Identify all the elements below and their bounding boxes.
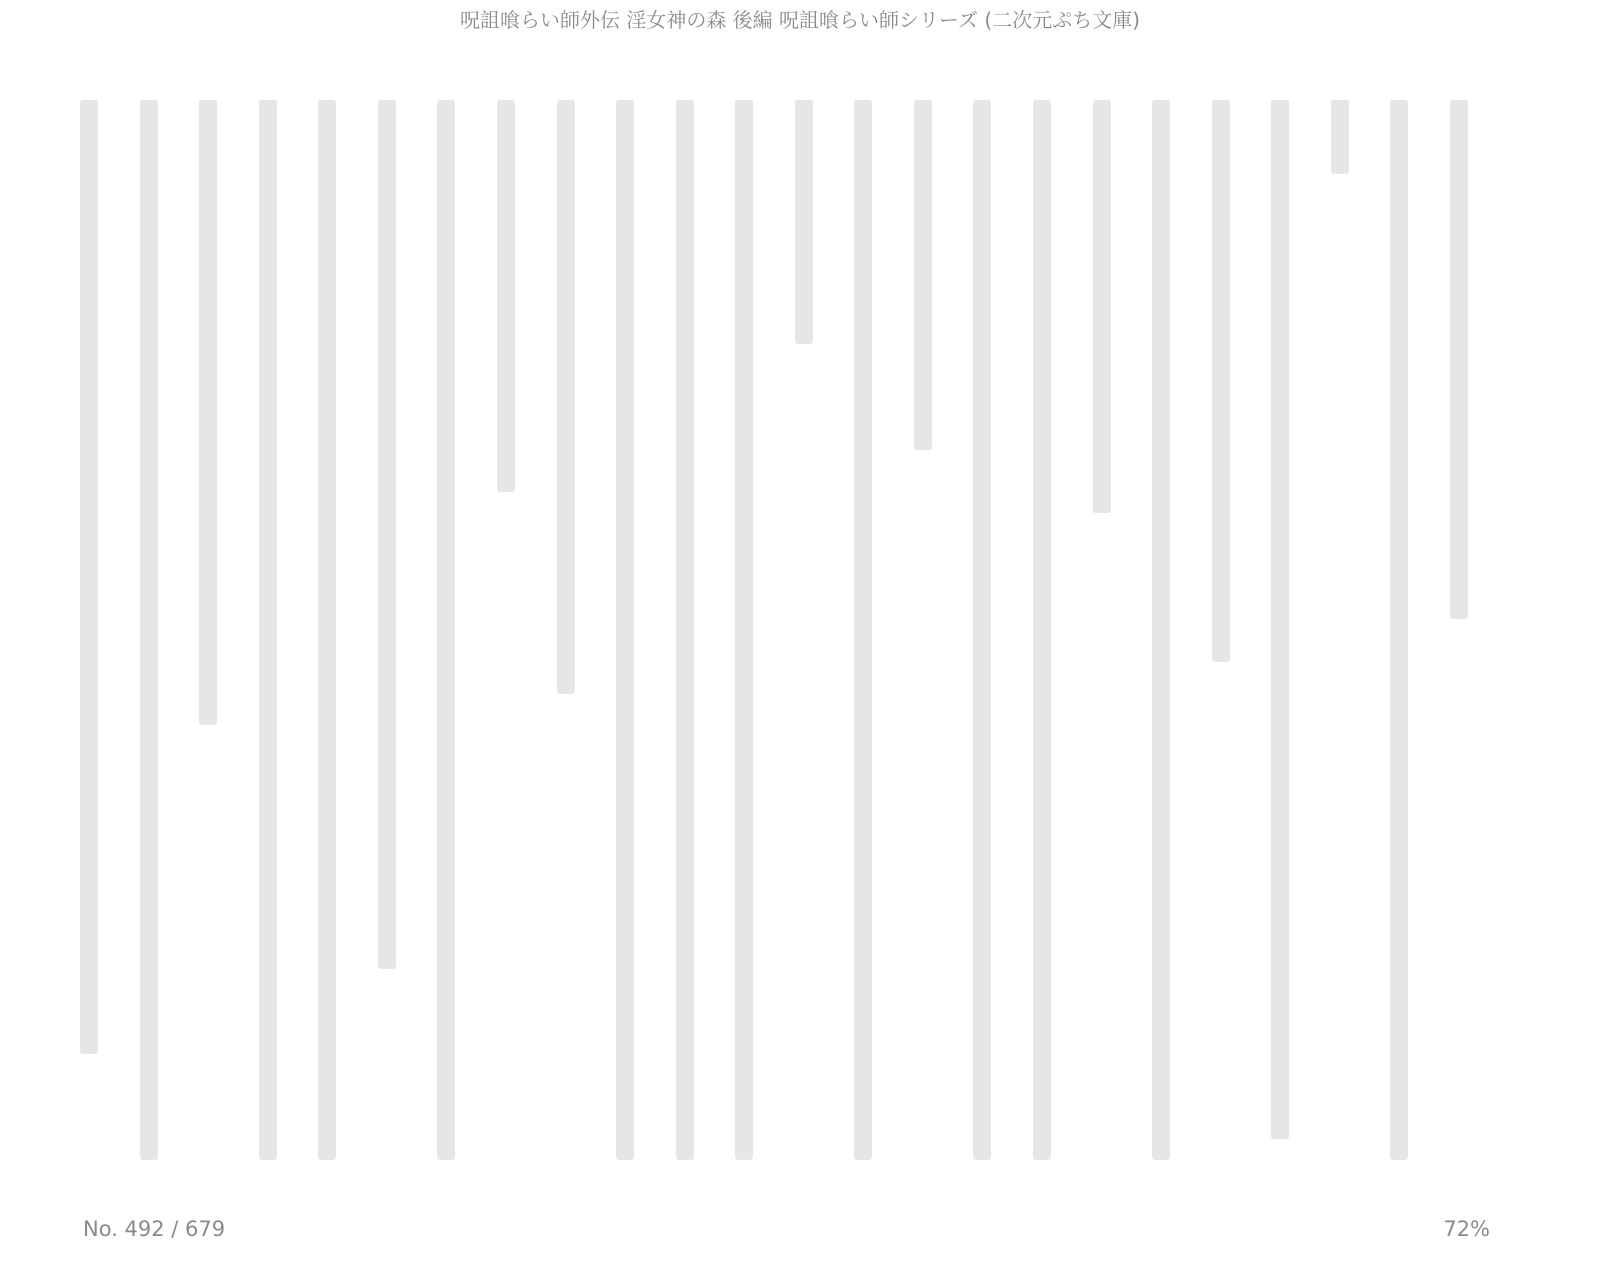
- text-column-placeholder: [616, 100, 634, 1160]
- text-column-placeholder: [1271, 100, 1289, 1139]
- text-column-placeholder: [676, 100, 694, 1160]
- text-column-placeholder: [80, 100, 98, 1054]
- text-column-placeholder: [973, 100, 991, 1160]
- text-column-placeholder: [437, 100, 455, 1160]
- text-column-placeholder: [1152, 100, 1170, 1160]
- text-column-placeholder: [1390, 100, 1408, 1160]
- text-column-placeholder: [1093, 100, 1111, 513]
- text-column-placeholder: [1450, 100, 1468, 619]
- book-title: 呪詛喰らい師外伝 淫女神の森 後編 呪詛喰らい師シリーズ (二次元ぷち文庫): [459, 8, 1141, 32]
- text-column-placeholder: [735, 100, 753, 1160]
- location-indicator[interactable]: No. 492 / 679: [83, 1217, 226, 1241]
- text-column-placeholder: [1331, 100, 1349, 174]
- text-column-placeholder: [259, 100, 277, 1160]
- text-column-placeholder: [1212, 100, 1230, 662]
- text-column-placeholder: [854, 100, 872, 1160]
- text-column-placeholder: [1033, 100, 1051, 1160]
- book-page-text-redacted: [80, 100, 1500, 1190]
- text-column-placeholder: [795, 100, 813, 344]
- text-column-placeholder: [318, 100, 336, 1160]
- text-column-placeholder: [497, 100, 515, 492]
- text-column-placeholder: [914, 100, 932, 450]
- progress-percent[interactable]: 72%: [1443, 1217, 1490, 1241]
- text-column-placeholder: [378, 100, 396, 969]
- text-column-placeholder: [557, 100, 575, 694]
- text-column-placeholder: [199, 100, 217, 725]
- text-column-placeholder: [140, 100, 158, 1160]
